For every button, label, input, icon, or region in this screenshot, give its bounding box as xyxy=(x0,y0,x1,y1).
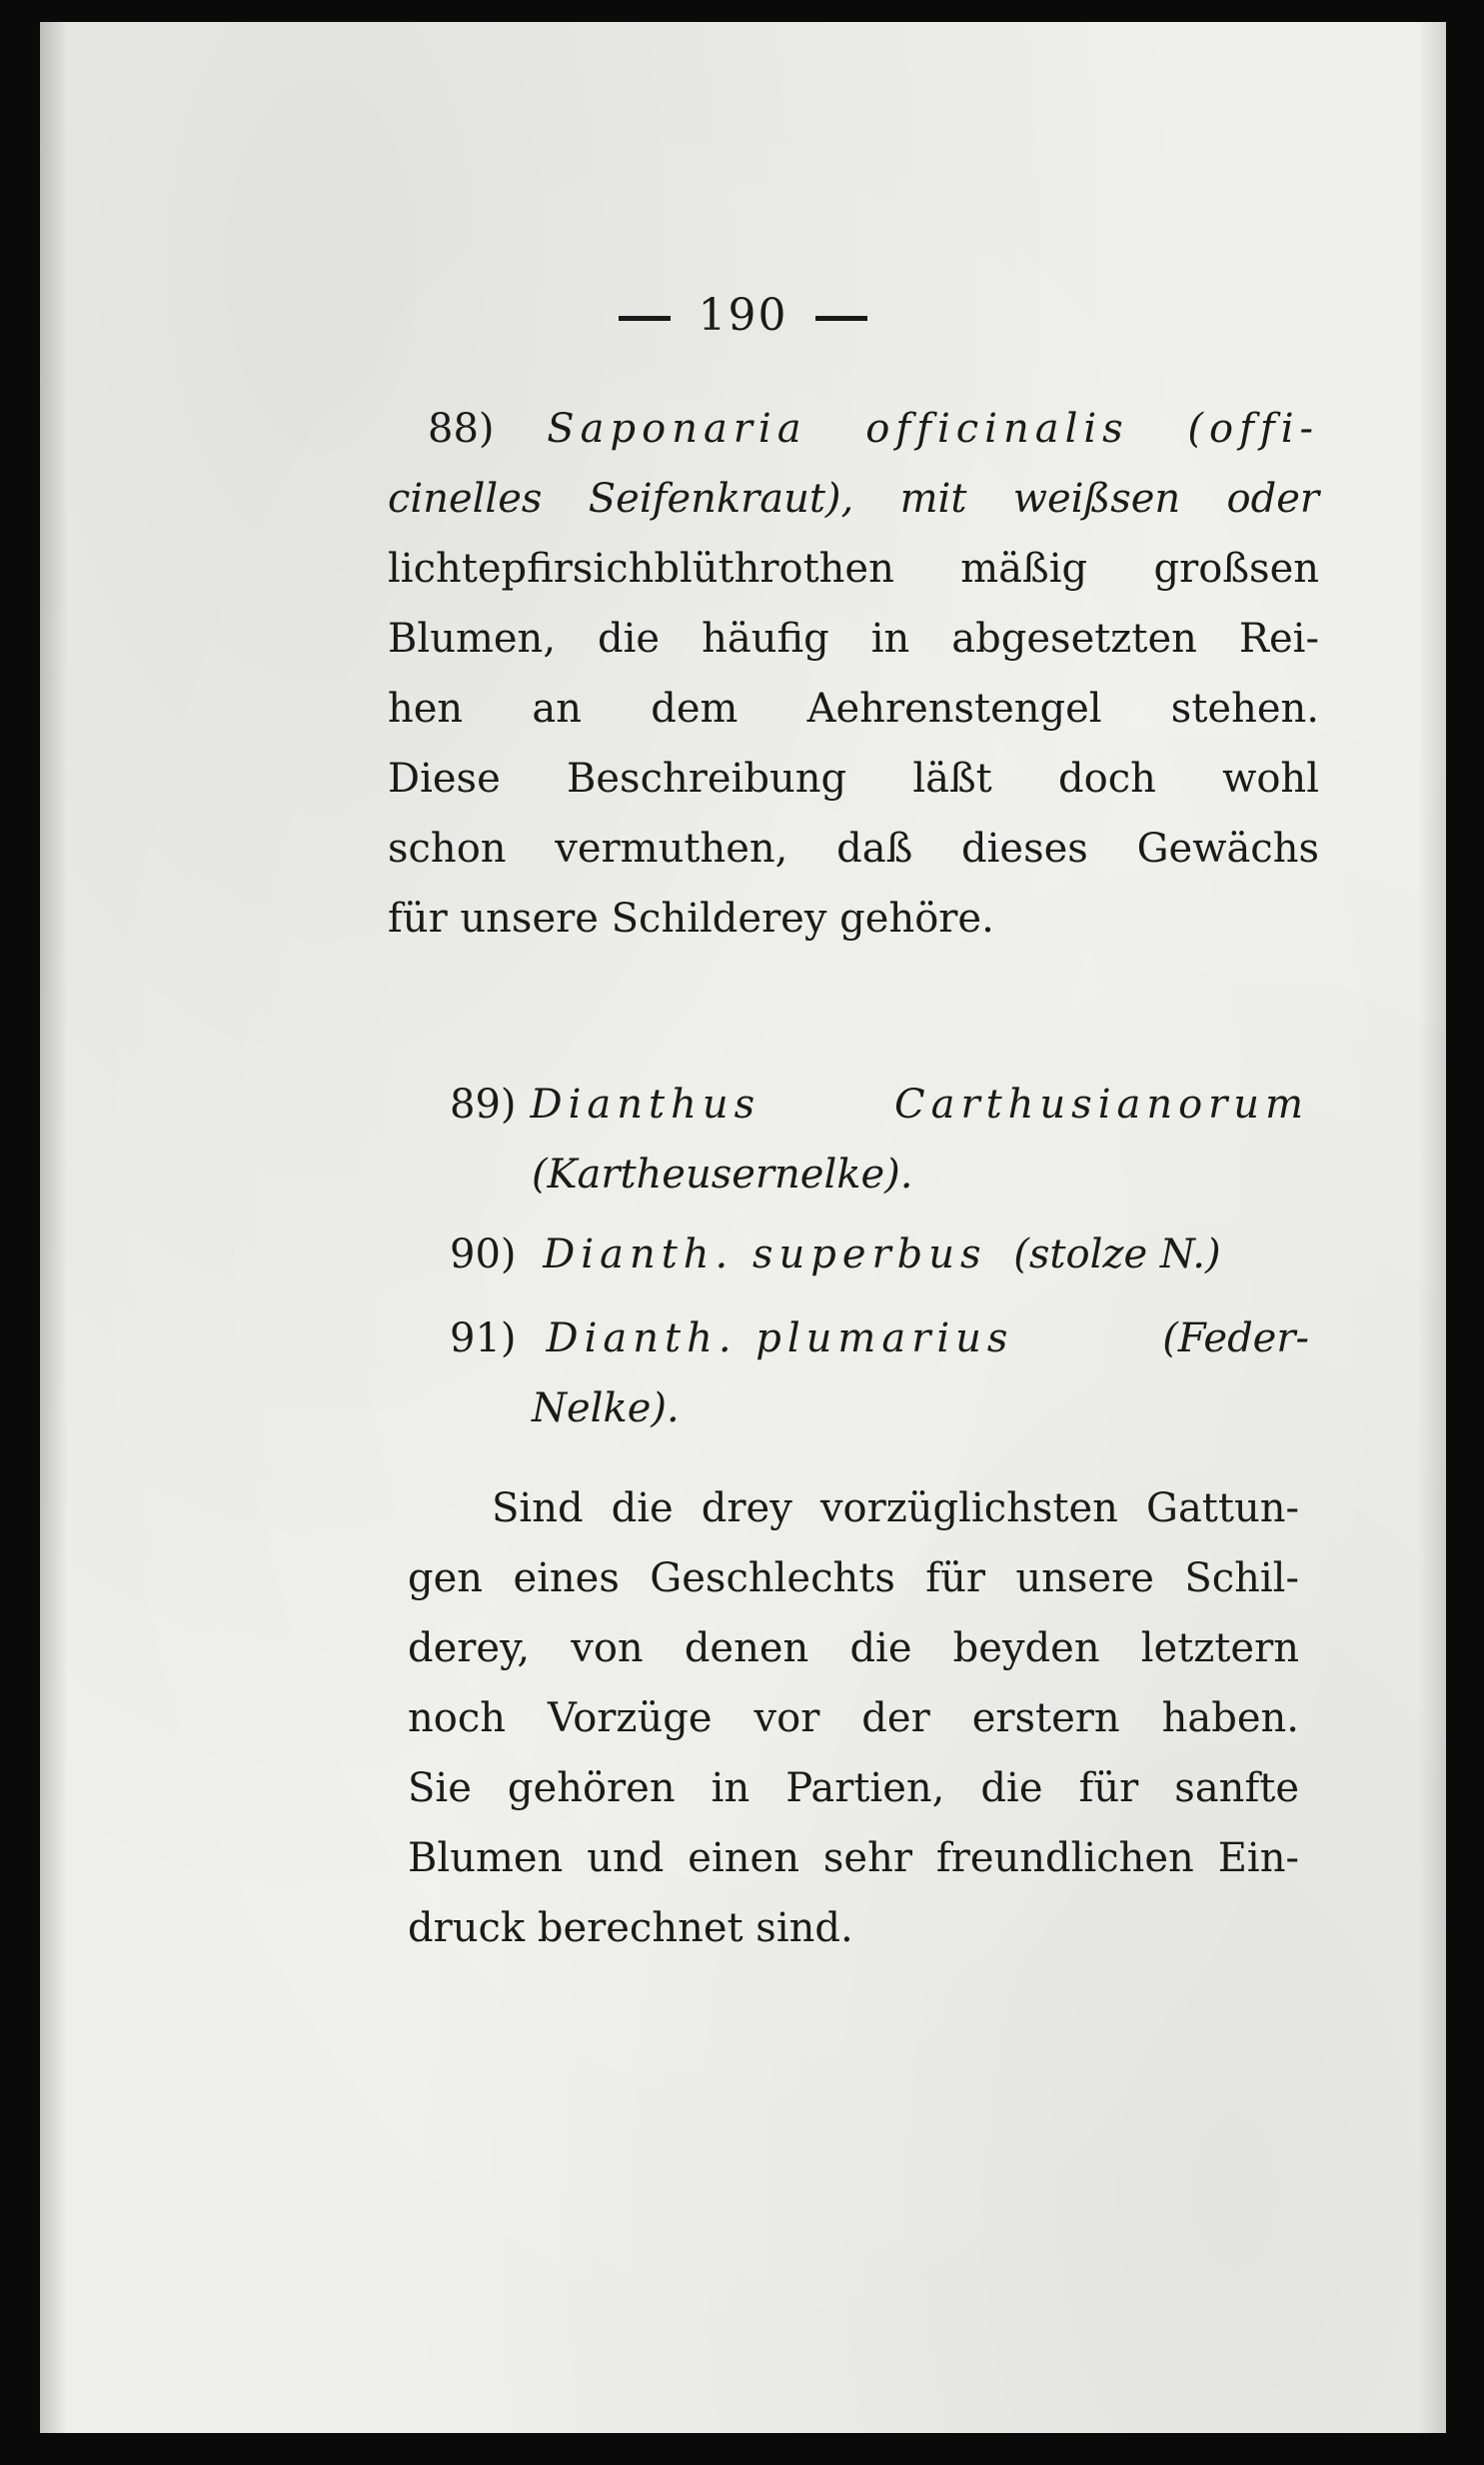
page-right-shadow xyxy=(1418,22,1446,2433)
paragraph-line-6: Blumen und einen sehr freundlichen Ein- xyxy=(408,1835,1299,1881)
entry-88-line-5: hen an dem Aehrenstengel stehen. xyxy=(388,686,1319,732)
entry-89-common-name: (Kartheusernelke). xyxy=(532,1152,913,1198)
entry-89-name: Dianthus Carthusianorum xyxy=(530,1082,1309,1128)
page-header xyxy=(40,290,1446,341)
entry-88-number: 88) xyxy=(428,406,495,452)
entry-88-line-3: lichtepfirsichblüthrothen mäßig großsen xyxy=(388,546,1319,592)
entry-88-line-4: Blumen, die häufig in abgesetzten Rei- xyxy=(388,616,1319,662)
book-page xyxy=(40,22,1446,2433)
paragraph-line-5: Sie gehören in Partien, die für sanfte xyxy=(408,1765,1299,1811)
paragraph-line-4: noch Vorzüge vor der erstern haben. xyxy=(408,1695,1299,1741)
entry-88-line-1 xyxy=(388,394,1319,464)
paragraph-line-1: Sind die drey vorzüglichsten Gattun- xyxy=(492,1485,1299,1531)
entry-88-latin-name: Saponaria officinalis (offi- xyxy=(547,406,1320,452)
entry-90-common-name: (stolze N.) xyxy=(1013,1232,1221,1277)
entry-91-common-name-cont: Nelke). xyxy=(532,1385,680,1431)
entry-91 xyxy=(450,1303,1309,1373)
entry-90-name: Dianth. superbus xyxy=(543,1232,987,1277)
entry-91-number: 91) xyxy=(450,1315,517,1361)
entry-88 xyxy=(388,394,1319,954)
entry-90-number: 90) xyxy=(450,1232,517,1277)
entry-88-line-2-text: cinelles Seifenkraut), mit weißsen oder xyxy=(388,476,1319,522)
entry-88-line-7: schon vermuthen, daß dieses Gewächs xyxy=(388,826,1319,872)
closing-paragraph xyxy=(408,1473,1299,1963)
entry-90 xyxy=(450,1220,1221,1289)
entry-88-line-6: Diese Beschreibung läßt doch wohl xyxy=(388,756,1319,802)
page-number: 190 xyxy=(698,290,788,341)
entry-88-line-2 xyxy=(388,464,1319,534)
entry-89-number: 89) xyxy=(450,1082,517,1128)
header-dash-left xyxy=(619,316,671,321)
header-dash-right xyxy=(815,316,867,321)
page-left-shadow xyxy=(40,22,68,2433)
entry-91-name: Dianth. plumarius xyxy=(546,1315,1014,1361)
entry-88-line-8: für unsere Schilderey gehöre. xyxy=(388,896,994,942)
paragraph-line-3: derey, von denen die beyden letztern xyxy=(408,1625,1299,1671)
entry-89 xyxy=(450,1070,1309,1140)
paragraph-line-7: druck berechnet sind. xyxy=(408,1905,853,1951)
entry-91-common-name: (Feder- xyxy=(1162,1315,1309,1361)
paragraph-line-2: gen eines Geschlechts für unsere Schil- xyxy=(408,1555,1299,1601)
